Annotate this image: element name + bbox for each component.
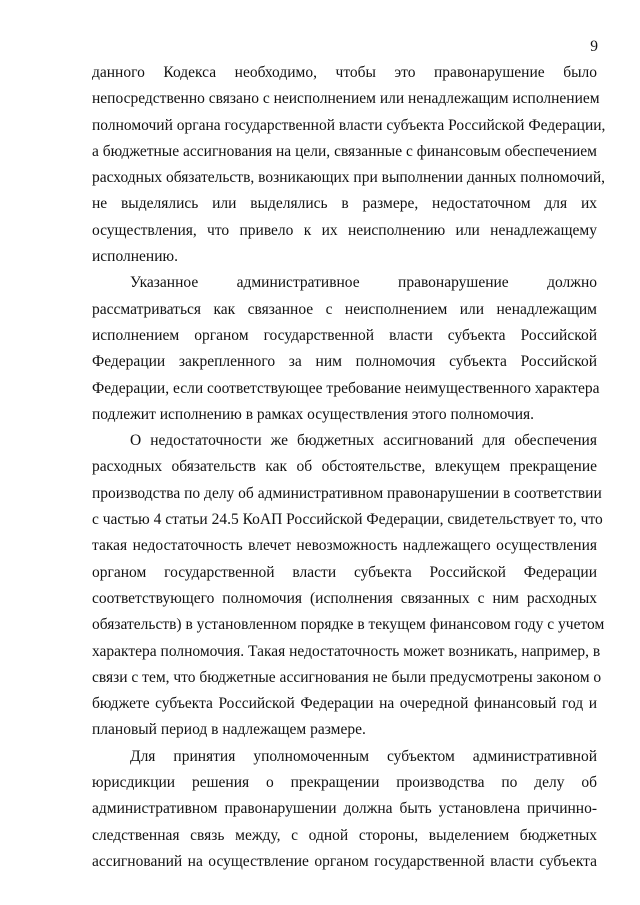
document-body	[92, 60, 606, 875]
text-line: а бюджетные ассигнования на цели, связанные с финансовым обеспечением	[92, 142, 597, 160]
paragraph	[92, 60, 606, 270]
text-line: ассигнований на осуществление органом государственной власти субъекта	[92, 852, 597, 870]
text-line: полномочий органа государственной власти субъекта Российской Федерации,	[92, 116, 606, 134]
page-number: 9	[590, 38, 598, 55]
text-line: О недостаточности же бюджетных ассигнований для обеспечения	[130, 432, 597, 450]
text-line: следственная связь между, с одной стороны, выделением бюджетных	[92, 826, 597, 844]
text-line: характера полномочия. Такая недостаточность может возникать, например, в	[92, 642, 601, 660]
text-line: плановый период в надлежащем размере.	[92, 721, 366, 739]
text-line: соответствующего полномочия (исполнения связанных с ним расходных	[92, 589, 597, 607]
text-line: данного Кодекса необходимо, чтобы это правонарушение было	[92, 64, 597, 81]
text-line: осуществления, что привело к их неисполнению или ненадлежащему	[92, 221, 597, 239]
text-line: органом государственной власти субъекта Российской Федерации	[92, 563, 597, 581]
paragraph	[92, 428, 605, 744]
text-line: производства по делу об административном правонарушении в соответствии	[92, 484, 602, 502]
text-line: подлежит исполнению в рамках осуществления этого полномочия.	[92, 405, 535, 423]
text-line: исполнению.	[92, 248, 178, 266]
text-line: Указанное административное правонарушение должно	[130, 274, 597, 292]
text-line: обязательств) в установленном порядке в текущем финансовом году с учетом	[92, 616, 605, 634]
text-line: бюджете субъекта Российской Федерации на очередной финансовый год и	[92, 695, 597, 713]
paragraph	[92, 744, 597, 875]
text-line: с частью 4 статьи 24.5 КоАП Российской Федерации, свидетельствует то, что	[92, 511, 603, 529]
text-line: не выделялись или выделялись в размере, недостаточном для их	[92, 195, 597, 213]
text-line: юрисдикции решения о прекращении производства по делу об	[92, 774, 597, 792]
text-line: Федерации, если соответствующее требование неимущественного характера	[92, 379, 600, 397]
text-line: исполнением органом государственной власти субъекта Российской	[92, 326, 597, 344]
text-line: связи с тем, что бюджетные ассигнования не были предусмотрены законом о	[92, 668, 602, 686]
text-line: Для принятия уполномоченным субъектом административной	[130, 747, 597, 765]
text-line: расходных обязательств как об обстоятельстве, влекущем прекращение	[92, 458, 597, 476]
text-line: рассматриваться как связанное с неисполнением или ненадлежащим	[92, 300, 597, 318]
text-line: административном правонарушении должна быть установлена причинно-	[92, 800, 597, 818]
text-line: Федерации закрепленного за ним полномочия субъекта Российской	[92, 353, 597, 371]
text-line: расходных обязательств, возникающих при выполнении данных полномочий,	[92, 169, 606, 187]
text-line: непосредственно связано с неисполнением или ненадлежащим исполнением	[92, 90, 600, 108]
text-line: такая недостаточность влечет невозможность надлежащего осуществления	[92, 537, 597, 555]
paragraph	[92, 270, 600, 428]
